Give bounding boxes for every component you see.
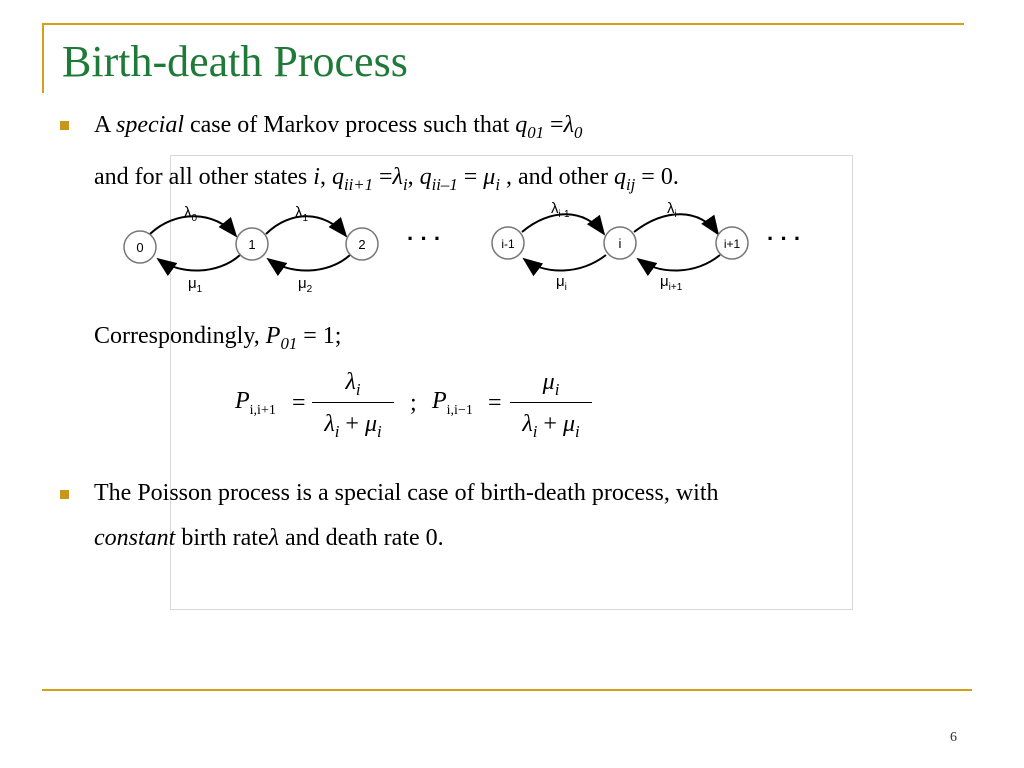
state-1 <box>236 228 268 260</box>
subscript: i <box>402 174 408 194</box>
text-segment: and death rate 0. <box>279 525 444 551</box>
subscript: ii–1 <box>431 174 458 194</box>
equals-sign: = <box>488 390 502 416</box>
state-label: i+1 <box>723 237 741 251</box>
text-segment: case of Markov process such that <box>184 112 516 138</box>
state-label: 1 <box>248 237 256 252</box>
formula-P-down: $P_{i,i-1}$ <box>432 388 473 418</box>
symbol-lambda: λ <box>268 525 280 551</box>
text-segment: and for all other states <box>94 164 314 190</box>
correspondingly-line <box>94 323 342 353</box>
bullet-2-line-1: The Poisson process is a special case of birth-death process, with <box>94 480 719 506</box>
subscript: 01 <box>527 122 545 142</box>
death-rate-label: $\mu_i$ <box>556 273 567 293</box>
state-label: i-1 <box>501 237 515 251</box>
subscript: 01 <box>280 333 298 353</box>
symbol-q: q <box>613 164 626 190</box>
text-segment: = <box>457 164 484 190</box>
text-segment: birth rate <box>175 525 269 551</box>
bullet-marker-2 <box>60 490 69 499</box>
subscript: 0 <box>573 122 583 142</box>
text-segment: = <box>544 112 564 138</box>
birth-rate-label: $\lambda_0$ <box>184 204 198 224</box>
symbol-q: q <box>515 112 528 138</box>
birth-rate-label: $\lambda_{i-1}$ <box>551 200 570 220</box>
text-segment: A <box>94 112 117 138</box>
fraction-bar-1 <box>312 402 394 403</box>
birth-rate-label: $\lambda_i$ <box>667 200 677 220</box>
arc-ip1-to-i <box>638 255 720 271</box>
emphasis-constant: constant <box>94 525 176 551</box>
subscript: ij <box>625 174 636 194</box>
death-rate-label: $\mu_2$ <box>298 275 313 295</box>
text-segment: , <box>407 164 420 190</box>
state-i-plus-1 <box>716 227 748 259</box>
text-segment: , and other <box>499 164 614 190</box>
subscript: i <box>495 174 500 194</box>
state-label: 2 <box>358 237 366 252</box>
symbol-q: q <box>331 164 344 190</box>
formula-P-up: $P_{i,i+1}$ <box>235 388 276 418</box>
denominator-2: $\lambda_i + \mu_i$ <box>522 411 580 441</box>
birth-death-diagram <box>0 0 1024 320</box>
text-segment: = 1; <box>297 323 342 349</box>
semicolon: ; <box>410 390 417 416</box>
bullet-2-line-2 <box>94 526 444 550</box>
symbol-q: q <box>419 164 432 190</box>
state-0 <box>124 231 156 263</box>
symbol-P: P <box>265 323 281 349</box>
bottom-rule <box>42 689 972 691</box>
state-2 <box>346 228 378 260</box>
ellipsis-2: · · · <box>767 226 802 251</box>
state-i-minus-1 <box>492 227 524 259</box>
text-segment: Correspondingly, <box>94 323 266 349</box>
arc-2-to-1 <box>268 255 350 271</box>
symbol-lambda: λ <box>563 112 574 138</box>
state-label: 0 <box>136 240 144 255</box>
death-rate-label: $\mu_1$ <box>188 275 203 295</box>
text-segment: = <box>372 164 393 190</box>
birth-rate-label: $\lambda_1$ <box>295 204 309 224</box>
ellipsis-1: · · · <box>407 226 442 251</box>
denominator-1: $\lambda_i + \mu_i$ <box>324 411 382 441</box>
fraction-bar-2 <box>510 402 592 403</box>
death-rate-label: $\mu_{i+1}$ <box>660 273 683 293</box>
arc-i-to-im1 <box>524 255 606 271</box>
numerator-1: $\lambda_i$ <box>345 369 361 399</box>
arc-1-to-0 <box>158 255 240 271</box>
equals-sign: = <box>292 390 306 416</box>
numerator-2: $\mu_i$ <box>542 369 560 399</box>
state-label: i <box>618 236 622 251</box>
symbol-mu: μ <box>483 164 496 190</box>
state-i <box>604 227 636 259</box>
symbol-i: i <box>313 164 320 190</box>
page-number: 6 <box>950 730 957 745</box>
text-segment: , <box>319 164 332 190</box>
subscript: ii+1 <box>343 174 373 194</box>
emphasis-special: special <box>116 112 184 138</box>
symbol-lambda: λ <box>392 164 403 190</box>
slide-title: Birth-death Process <box>62 37 408 86</box>
text-segment: = 0. <box>635 164 679 190</box>
